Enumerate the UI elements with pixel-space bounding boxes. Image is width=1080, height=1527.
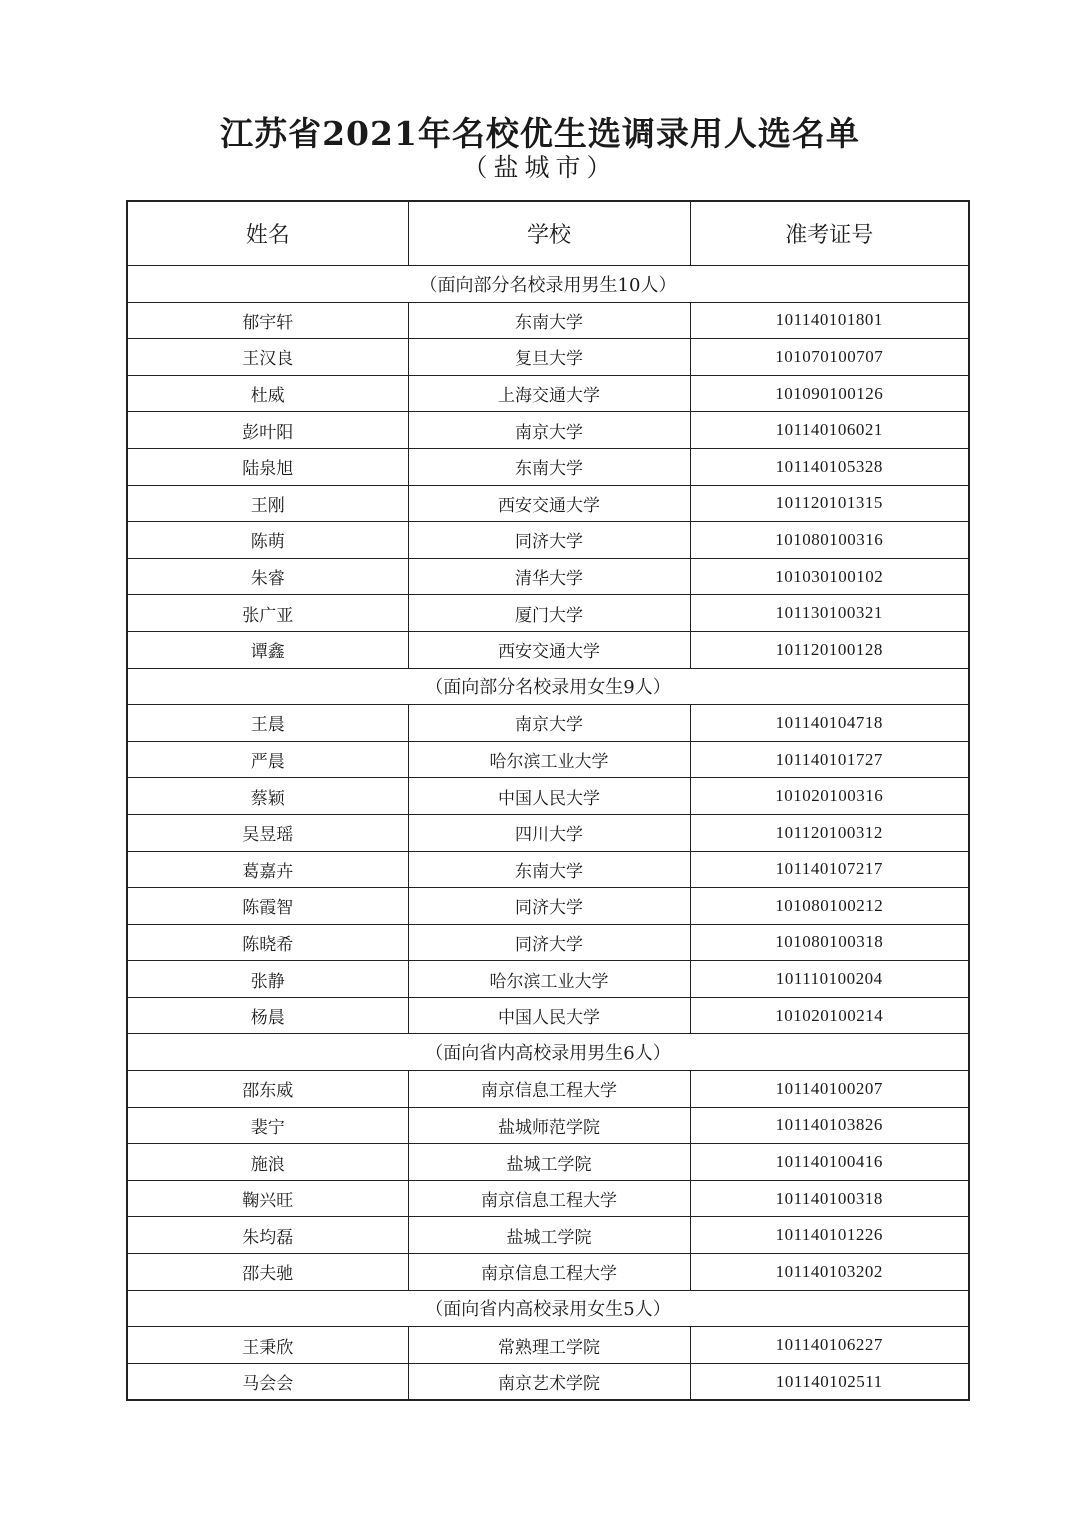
- table-row: [127, 558, 969, 595]
- exam-id-cell: 101130100321: [690, 595, 969, 632]
- candidate-name-cell: 王刚: [127, 485, 408, 522]
- school-cell: 常熟理工学院: [408, 1327, 690, 1364]
- exam-id-cell: 101140100416: [690, 1144, 969, 1181]
- candidate-name-cell: 裴宁: [127, 1107, 408, 1144]
- exam-id-cell: 101140105328: [690, 448, 969, 485]
- exam-id-cell: 101120100128: [690, 631, 969, 668]
- exam-id-cell: 101140102511: [690, 1363, 969, 1400]
- table-row: [127, 522, 969, 559]
- exam-id-cell: 101080100318: [690, 924, 969, 961]
- school-cell: 盐城师范学院: [408, 1107, 690, 1144]
- table-row: [127, 448, 969, 485]
- group-label: （面向部分名校录用男生10人）: [127, 266, 969, 303]
- school-cell: 盐城工学院: [408, 1217, 690, 1254]
- school-cell: 盐城工学院: [408, 1144, 690, 1181]
- exam-id-cell: 101120101315: [690, 485, 969, 522]
- table-row: [127, 778, 969, 815]
- candidate-name-cell: 彭叶阳: [127, 412, 408, 449]
- exam-id-cell: 101020100214: [690, 997, 969, 1034]
- school-cell: 清华大学: [408, 558, 690, 595]
- column-header-school: 学校: [408, 201, 690, 266]
- school-cell: 厦门大学: [408, 595, 690, 632]
- table-row: [127, 961, 969, 998]
- school-cell: 四川大学: [408, 814, 690, 851]
- school-cell: 同济大学: [408, 888, 690, 925]
- candidate-name-cell: 邵东威: [127, 1071, 408, 1108]
- group-label: （面向省内高校录用男生6人）: [127, 1034, 969, 1071]
- table-row: [127, 1071, 969, 1108]
- school-cell: 哈尔滨工业大学: [408, 961, 690, 998]
- candidate-name-cell: 王晨: [127, 705, 408, 742]
- candidate-name-cell: 吴昱瑶: [127, 814, 408, 851]
- table-row: [127, 339, 969, 376]
- candidate-name-cell: 朱睿: [127, 558, 408, 595]
- school-cell: 东南大学: [408, 448, 690, 485]
- table-row: [127, 302, 969, 339]
- candidate-name-cell: 杨晨: [127, 997, 408, 1034]
- table-row: [127, 924, 969, 961]
- table-row: [127, 1107, 969, 1144]
- exam-id-cell: 101090100126: [690, 375, 969, 412]
- exam-id-cell: 101140106021: [690, 412, 969, 449]
- candidate-name-cell: 陈晓希: [127, 924, 408, 961]
- group-header-row: [127, 1034, 969, 1071]
- table-body: [127, 266, 969, 1401]
- school-cell: 南京大学: [408, 705, 690, 742]
- school-cell: 南京信息工程大学: [408, 1180, 690, 1217]
- school-cell: 中国人民大学: [408, 997, 690, 1034]
- table-row: [127, 1327, 969, 1364]
- candidate-name-cell: 马会会: [127, 1363, 408, 1400]
- exam-id-cell: 101080100212: [690, 888, 969, 925]
- exam-id-cell: 101030100102: [690, 558, 969, 595]
- group-label: （面向部分名校录用女生9人）: [127, 668, 969, 705]
- candidate-name-cell: 张静: [127, 961, 408, 998]
- candidate-name-cell: 鞠兴旺: [127, 1180, 408, 1217]
- school-cell: 哈尔滨工业大学: [408, 741, 690, 778]
- candidate-name-cell: 邵夫驰: [127, 1254, 408, 1291]
- table-row: [127, 412, 969, 449]
- candidate-name-cell: 王秉欣: [127, 1327, 408, 1364]
- school-cell: 南京大学: [408, 412, 690, 449]
- exam-id-cell: 101140107217: [690, 851, 969, 888]
- school-cell: 东南大学: [408, 851, 690, 888]
- group-header-row: [127, 668, 969, 705]
- exam-id-cell: 101070100707: [690, 339, 969, 376]
- table-row: [127, 595, 969, 632]
- exam-id-cell: 101120100312: [690, 814, 969, 851]
- candidate-name-cell: 陆泉旭: [127, 448, 408, 485]
- school-cell: 同济大学: [408, 522, 690, 559]
- school-cell: 同济大学: [408, 924, 690, 961]
- exam-id-cell: 101080100316: [690, 522, 969, 559]
- exam-id-cell: 101140101226: [690, 1217, 969, 1254]
- table-row: [127, 1363, 969, 1400]
- exam-id-cell: 101140101801: [690, 302, 969, 339]
- candidate-name-cell: 陈霞智: [127, 888, 408, 925]
- group-header-row: [127, 266, 969, 303]
- table-row: [127, 1254, 969, 1291]
- table-row: [127, 1180, 969, 1217]
- school-cell: 上海交通大学: [408, 375, 690, 412]
- group-header-row: [127, 1290, 969, 1327]
- exam-id-cell: 101140106227: [690, 1327, 969, 1364]
- exam-id-cell: 101110100204: [690, 961, 969, 998]
- exam-id-cell: 101140103202: [690, 1254, 969, 1291]
- exam-id-cell: 101140104718: [690, 705, 969, 742]
- school-cell: 南京信息工程大学: [408, 1254, 690, 1291]
- candidate-name-cell: 王汉良: [127, 339, 408, 376]
- table-row: [127, 631, 969, 668]
- column-header-name: 姓名: [127, 201, 408, 266]
- table-row: [127, 741, 969, 778]
- exam-id-cell: 101140100207: [690, 1071, 969, 1108]
- candidate-name-cell: 施浪: [127, 1144, 408, 1181]
- candidate-name-cell: 谭鑫: [127, 631, 408, 668]
- table-row: [127, 485, 969, 522]
- candidate-name-cell: 蔡颖: [127, 778, 408, 815]
- table-row: [127, 375, 969, 412]
- table-row: [127, 814, 969, 851]
- candidate-name-cell: 杜威: [127, 375, 408, 412]
- table-row: [127, 1144, 969, 1181]
- candidate-name-cell: 郁宇轩: [127, 302, 408, 339]
- table-row: [127, 705, 969, 742]
- school-cell: 南京信息工程大学: [408, 1071, 690, 1108]
- document-title: 江苏省2021年名校优生选调录用人选名单: [220, 114, 860, 153]
- candidate-name-cell: 葛嘉卉: [127, 851, 408, 888]
- candidate-name-cell: 朱均磊: [127, 1217, 408, 1254]
- school-cell: 复旦大学: [408, 339, 690, 376]
- header-row: [127, 201, 969, 266]
- school-cell: 中国人民大学: [408, 778, 690, 815]
- table-row: [127, 888, 969, 925]
- candidate-name-cell: 陈萌: [127, 522, 408, 559]
- exam-id-cell: 101140101727: [690, 741, 969, 778]
- school-cell: 西安交通大学: [408, 631, 690, 668]
- candidate-table: [126, 200, 970, 1401]
- exam-id-cell: 101020100316: [690, 778, 969, 815]
- document-subtitle: （盐城市）: [462, 153, 618, 182]
- candidate-name-cell: 张广亚: [127, 595, 408, 632]
- exam-id-cell: 101140103826: [690, 1107, 969, 1144]
- school-cell: 南京艺术学院: [408, 1363, 690, 1400]
- column-header-exam-id: 准考证号: [690, 201, 969, 266]
- candidate-name-cell: 严晨: [127, 741, 408, 778]
- school-cell: 东南大学: [408, 302, 690, 339]
- school-cell: 西安交通大学: [408, 485, 690, 522]
- table-row: [127, 851, 969, 888]
- table-header: [127, 201, 969, 266]
- exam-id-cell: 101140100318: [690, 1180, 969, 1217]
- table-row: [127, 997, 969, 1034]
- group-label: （面向省内高校录用女生5人）: [127, 1290, 969, 1327]
- table-row: [127, 1217, 969, 1254]
